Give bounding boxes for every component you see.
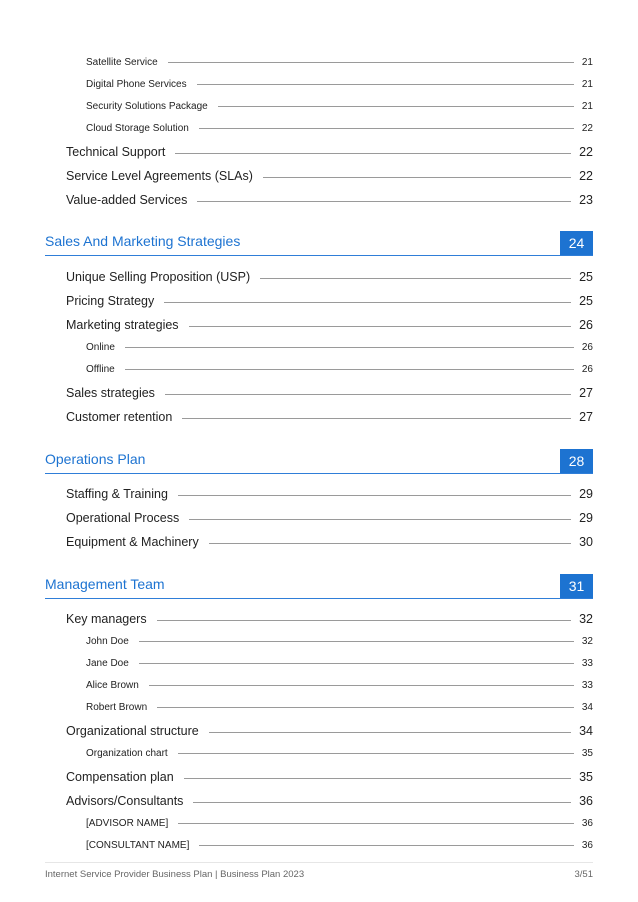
toc-entry-label: Compensation plan [66, 770, 174, 784]
toc-entry-page: 36 [581, 840, 593, 851]
dot-leader [175, 153, 571, 154]
toc-entry-label: Robert Brown [86, 702, 148, 713]
toc-entry-cloud-storage-solution[interactable] [86, 123, 593, 134]
dot-leader [197, 84, 574, 85]
toc-entry-page: 30 [579, 535, 593, 549]
dot-leader [199, 845, 574, 846]
dot-leader [178, 823, 574, 824]
dot-leader [189, 326, 572, 327]
toc-entry-page: 25 [579, 294, 593, 308]
section-page-badge: 24 [560, 231, 593, 255]
toc-entry-label: Offline [86, 364, 115, 375]
toc-entry-label: Jane Doe [86, 658, 129, 669]
toc-entry-advisors-consultants[interactable] [66, 794, 593, 808]
toc-entry-pricing-strategy[interactable] [66, 294, 593, 308]
toc-entry-page: 23 [579, 193, 593, 207]
dot-leader [139, 663, 574, 664]
toc-entry-security-solutions-package[interactable] [86, 101, 593, 112]
dot-leader [164, 302, 571, 303]
toc-entry-equipment-machinery[interactable] [66, 535, 593, 549]
toc-entry-page: 21 [581, 101, 593, 112]
toc-entry-marketing-strategies[interactable] [66, 318, 593, 332]
toc-entry-page: 34 [579, 724, 593, 738]
section-title: Operations Plan [45, 451, 146, 467]
toc-entry-offline[interactable] [86, 364, 593, 375]
toc-entry-alice-brown[interactable] [86, 680, 593, 691]
dot-leader [168, 62, 574, 63]
toc-entry-page: 32 [581, 636, 593, 647]
toc-entry-john-doe[interactable] [86, 636, 593, 647]
toc-entry-page: 36 [579, 794, 593, 808]
dot-leader [182, 418, 571, 419]
toc-entry-page: 21 [581, 57, 593, 68]
dot-leader [209, 543, 571, 544]
toc-entry-label: Technical Support [66, 145, 166, 159]
toc-entry-page: 29 [579, 487, 593, 501]
toc-entry-consultant-name[interactable] [86, 840, 593, 851]
toc-entry-customer-retention[interactable] [66, 410, 593, 424]
dot-leader [263, 177, 571, 178]
toc-entry-page: 26 [581, 342, 593, 353]
toc-entry-organizational-structure[interactable] [66, 724, 593, 738]
toc-entry-robert-brown[interactable] [86, 702, 593, 713]
toc-entry-label: Staffing & Training [66, 487, 168, 501]
toc-entry-label: Security Solutions Package [86, 101, 208, 112]
dot-leader [165, 394, 571, 395]
dot-leader [149, 685, 574, 686]
toc-entry-page: 22 [579, 169, 593, 183]
dot-leader [125, 347, 574, 348]
section-title: Management Team [45, 576, 165, 592]
toc-entry-page: 22 [581, 123, 593, 134]
toc-entry-label: Alice Brown [86, 680, 139, 691]
toc-entry-label: Value-added Services [66, 193, 188, 207]
toc-entry-compensation-plan[interactable] [66, 770, 593, 784]
dot-leader [218, 106, 574, 107]
toc-entry-page: 35 [579, 770, 593, 784]
toc-entry-page: 32 [579, 612, 593, 626]
dot-leader [178, 495, 571, 496]
dot-leader [125, 369, 574, 370]
toc-entry-label: Online [86, 342, 115, 353]
toc-entry-label: Digital Phone Services [86, 79, 187, 90]
toc-entry-page: 26 [579, 318, 593, 332]
toc-entry-slas[interactable] [66, 169, 593, 183]
toc-entry-label: Key managers [66, 612, 147, 626]
toc-entry-organization-chart[interactable] [86, 748, 593, 759]
toc-entry-jane-doe[interactable] [86, 658, 593, 669]
footer-divider [45, 862, 593, 863]
toc-section-management-team[interactable] [45, 574, 593, 599]
toc-entry-label: Advisors/Consultants [66, 794, 184, 808]
toc-entry-label: Marketing strategies [66, 318, 179, 332]
toc-entry-operational-process[interactable] [66, 511, 593, 525]
toc-section-operations-plan[interactable] [45, 449, 593, 474]
section-title: Sales And Marketing Strategies [45, 233, 241, 249]
dot-leader [189, 519, 571, 520]
dot-leader [178, 753, 574, 754]
toc-entry-key-managers[interactable] [66, 612, 593, 626]
section-page-badge: 28 [560, 449, 593, 473]
toc-entry-page: 21 [581, 79, 593, 90]
toc-entry-label: Customer retention [66, 410, 173, 424]
toc-entry-label: [CONSULTANT NAME] [86, 840, 190, 851]
toc-entry-digital-phone-services[interactable] [86, 79, 593, 90]
toc-entry-label: Unique Selling Proposition (USP) [66, 270, 251, 284]
toc-entry-label: Operational Process [66, 511, 180, 525]
toc-entry-label: Organization chart [86, 748, 168, 759]
toc-entry-label: [ADVISOR NAME] [86, 818, 169, 829]
toc-section-sales-marketing[interactable] [45, 231, 593, 256]
toc-entry-page: 36 [581, 818, 593, 829]
toc-entry-label: Service Level Agreements (SLAs) [66, 169, 253, 183]
toc-entry-label: John Doe [86, 636, 129, 647]
toc-entry-page: 27 [579, 386, 593, 400]
toc-entry-page: 33 [581, 680, 593, 691]
toc-entry-advisor-name[interactable] [86, 818, 593, 829]
dot-leader [157, 620, 571, 621]
toc-entry-page: 26 [581, 364, 593, 375]
dot-leader [260, 278, 571, 279]
dot-leader [199, 128, 574, 129]
section-page-badge: 31 [560, 574, 593, 598]
footer-title: Internet Service Provider Business Plan | Business Plan 2023 [45, 869, 305, 880]
page-footer [45, 869, 593, 880]
dot-leader [197, 201, 571, 202]
dot-leader [184, 778, 571, 779]
toc-entry-online[interactable] [86, 342, 593, 353]
dot-leader [209, 732, 571, 733]
toc-entry-staffing-training[interactable] [66, 487, 593, 501]
toc-entry-page: 27 [579, 410, 593, 424]
toc-entry-page: 22 [579, 145, 593, 159]
dot-leader [139, 641, 574, 642]
toc-entry-label: Pricing Strategy [66, 294, 155, 308]
toc-entry-satellite-service[interactable] [86, 57, 593, 68]
page-indicator: 3/51 [574, 869, 593, 880]
dot-leader [193, 802, 571, 803]
toc-entry-usp[interactable] [66, 270, 593, 284]
toc-entry-sales-strategies[interactable] [66, 386, 593, 400]
toc-entry-label: Satellite Service [86, 57, 158, 68]
toc-entry-label: Cloud Storage Solution [86, 123, 189, 134]
toc-entry-page: 33 [581, 658, 593, 669]
toc-entry-page: 25 [579, 270, 593, 284]
dot-leader [157, 707, 574, 708]
toc-entry-technical-support[interactable] [66, 145, 593, 159]
toc-entry-label: Organizational structure [66, 724, 199, 738]
toc-entry-page: 35 [581, 748, 593, 759]
toc-entry-value-added-services[interactable] [66, 193, 593, 207]
toc-entry-label: Equipment & Machinery [66, 535, 199, 549]
toc-entry-page: 29 [579, 511, 593, 525]
toc-entry-label: Sales strategies [66, 386, 155, 400]
toc-entry-page: 34 [581, 702, 593, 713]
